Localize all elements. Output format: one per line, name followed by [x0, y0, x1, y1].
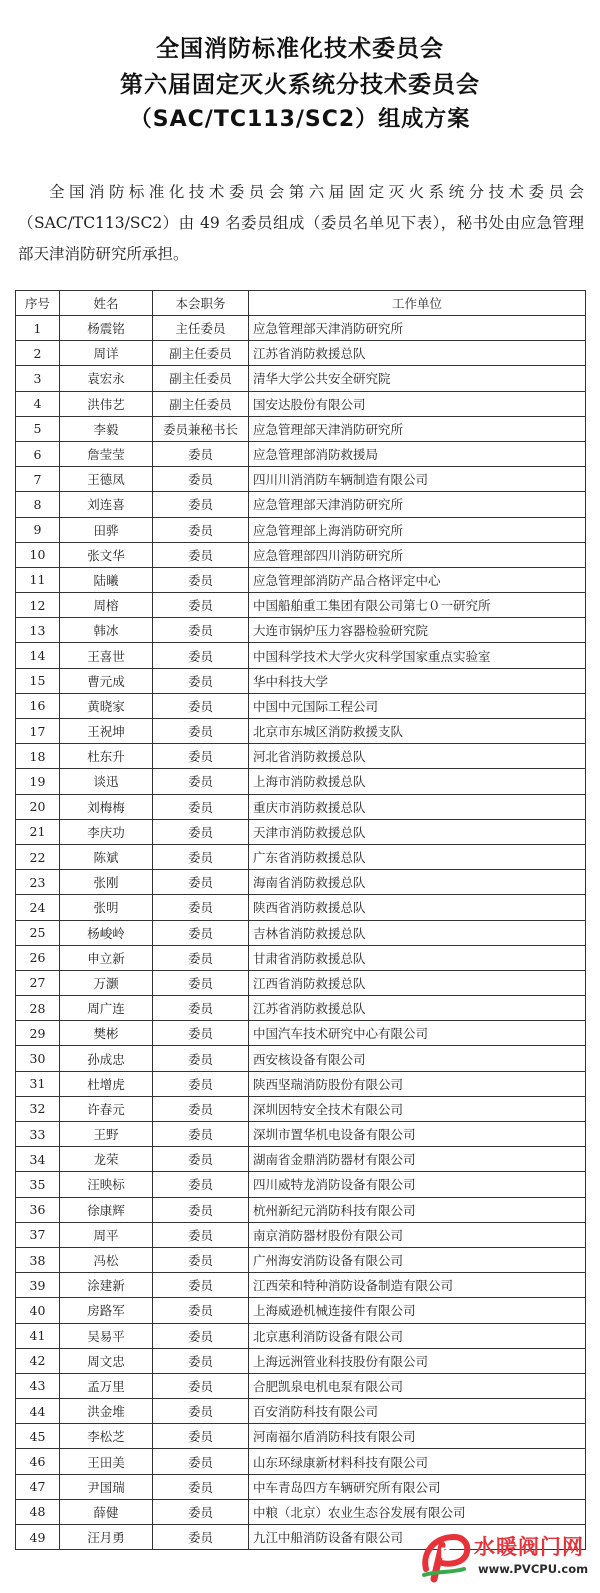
cell-organization: 天津市消防救援总队 — [249, 819, 586, 844]
cell-index: 21 — [16, 819, 60, 844]
cell-organization: 中粮（北京）农业生态谷发展有限公司 — [249, 1499, 586, 1524]
cell-name: 王德凤 — [60, 467, 153, 492]
cell-name: 刘连喜 — [60, 492, 153, 517]
cell-index: 15 — [16, 668, 60, 693]
table-row — [16, 1424, 586, 1449]
cell-name: 汪映标 — [60, 1172, 153, 1197]
cell-organization: 中国中元国际工程公司 — [249, 693, 586, 718]
table-row — [16, 1373, 586, 1398]
cell-organization: 江苏省消防救援总队 — [249, 996, 586, 1021]
cell-index: 18 — [16, 744, 60, 769]
table-row — [16, 1474, 586, 1499]
cell-organization: 合肥凯泉电机电泵有限公司 — [249, 1373, 586, 1398]
table-row — [16, 1399, 586, 1424]
cell-name: 张明 — [60, 895, 153, 920]
cell-organization: 杭州新纪元消防科技有限公司 — [249, 1197, 586, 1222]
cell-name: 王田美 — [60, 1449, 153, 1474]
cell-organization: 广东省消防救援总队 — [249, 844, 586, 869]
cell-role: 委员 — [153, 970, 249, 995]
table-row — [16, 366, 586, 391]
cell-role: 委员 — [153, 1399, 249, 1424]
cell-role: 委员 — [153, 1273, 249, 1298]
cell-role: 委员 — [153, 567, 249, 592]
cell-index: 9 — [16, 517, 60, 542]
cell-name: 吴易平 — [60, 1323, 153, 1348]
cell-index: 28 — [16, 996, 60, 1021]
table-row — [16, 1298, 586, 1323]
cell-index: 1 — [16, 316, 60, 341]
cell-role: 委员 — [153, 1449, 249, 1474]
table-row — [16, 769, 586, 794]
cell-role: 主任委员 — [153, 316, 249, 341]
cell-index: 22 — [16, 844, 60, 869]
table-row — [16, 1499, 586, 1524]
cell-organization: 应急管理部天津消防研究所 — [249, 316, 586, 341]
cell-name: 龙荣 — [60, 1147, 153, 1172]
cell-role: 委员 — [153, 1323, 249, 1348]
cell-organization: 甘肃省消防救援总队 — [249, 945, 586, 970]
table-row — [16, 819, 586, 844]
header-organization: 工作单位 — [249, 291, 586, 316]
cell-organization: 中车青岛四方车辆研究所有限公司 — [249, 1474, 586, 1499]
cell-name: 陆曦 — [60, 567, 153, 592]
cell-role: 委员 — [153, 618, 249, 643]
cell-organization: 上海威逊机械连接件有限公司 — [249, 1298, 586, 1323]
cell-role: 副主任委员 — [153, 341, 249, 366]
cell-index: 36 — [16, 1197, 60, 1222]
cell-name: 房路军 — [60, 1298, 153, 1323]
cell-role: 委员 — [153, 1172, 249, 1197]
cell-organization: 江苏省消防救援总队 — [249, 341, 586, 366]
cell-name: 徐康辉 — [60, 1197, 153, 1222]
cell-index: 44 — [16, 1399, 60, 1424]
table-row — [16, 643, 586, 668]
cell-name: 薛健 — [60, 1499, 153, 1524]
cell-index: 12 — [16, 593, 60, 618]
cell-name: 涂建新 — [60, 1273, 153, 1298]
table-row — [16, 618, 586, 643]
cell-name: 刘梅梅 — [60, 794, 153, 819]
table-row — [16, 1247, 586, 1272]
table-row — [16, 467, 586, 492]
table-row — [16, 945, 586, 970]
table-row — [16, 1273, 586, 1298]
site-name: 水暖阀门网 — [474, 1535, 584, 1559]
table-row — [16, 844, 586, 869]
cell-name: 谈迅 — [60, 769, 153, 794]
cell-organization: 深圳因特安全技术有限公司 — [249, 1096, 586, 1121]
cell-index: 37 — [16, 1222, 60, 1247]
cell-organization: 北京惠利消防设备有限公司 — [249, 1323, 586, 1348]
table-row — [16, 870, 586, 895]
cell-index: 41 — [16, 1323, 60, 1348]
cell-organization: 应急管理部上海消防研究所 — [249, 517, 586, 542]
cell-index: 24 — [16, 895, 60, 920]
cell-organization: 湖南省金鼎消防器材有限公司 — [249, 1147, 586, 1172]
cell-role: 委员 — [153, 643, 249, 668]
cell-organization: 上海远洲管业科技股份有限公司 — [249, 1348, 586, 1373]
cell-role: 委员 — [153, 1071, 249, 1096]
table-row — [16, 693, 586, 718]
cell-role: 委员 — [153, 1373, 249, 1398]
table-row — [16, 920, 586, 945]
cell-organization: 四川威特龙消防设备有限公司 — [249, 1172, 586, 1197]
cell-index: 43 — [16, 1373, 60, 1398]
cell-name: 杜东升 — [60, 744, 153, 769]
cell-role: 委员 — [153, 1424, 249, 1449]
cell-index: 23 — [16, 870, 60, 895]
cell-role: 委员 — [153, 668, 249, 693]
cell-name: 申立新 — [60, 945, 153, 970]
cell-name: 万灏 — [60, 970, 153, 995]
cell-index: 17 — [16, 719, 60, 744]
cell-role: 委员 — [153, 844, 249, 869]
member-table — [15, 290, 586, 1550]
table-row — [16, 492, 586, 517]
cell-role: 委员 — [153, 1096, 249, 1121]
cell-name: 王喜世 — [60, 643, 153, 668]
cell-role: 委员 — [153, 1222, 249, 1247]
site-watermark — [420, 1529, 590, 1587]
cell-role: 委员 — [153, 1046, 249, 1071]
table-row — [16, 441, 586, 466]
cell-name: 周榕 — [60, 593, 153, 618]
cell-organization: 华中科技大学 — [249, 668, 586, 693]
cell-index: 20 — [16, 794, 60, 819]
cell-organization: 国安达股份有限公司 — [249, 391, 586, 416]
cell-organization: 应急管理部四川消防研究所 — [249, 542, 586, 567]
cell-name: 袁宏永 — [60, 366, 153, 391]
cell-organization: 北京市东城区消防救援支队 — [249, 719, 586, 744]
table-row — [16, 744, 586, 769]
cell-role: 委员 — [153, 1348, 249, 1373]
cell-name: 周广连 — [60, 996, 153, 1021]
cell-role: 委员 — [153, 920, 249, 945]
table-row — [16, 391, 586, 416]
table-row — [16, 668, 586, 693]
member-rows — [16, 316, 586, 1550]
cell-index: 32 — [16, 1096, 60, 1121]
cell-name: 李毅 — [60, 416, 153, 441]
doc-title-line-1: 全国消防标准化技术委员会 — [156, 36, 444, 62]
cell-index: 13 — [16, 618, 60, 643]
table-row — [16, 970, 586, 995]
table-row — [16, 1096, 586, 1121]
cell-role: 委员 — [153, 1247, 249, 1272]
table-row — [16, 1348, 586, 1373]
table-row — [16, 996, 586, 1021]
cell-name: 尹国瑞 — [60, 1474, 153, 1499]
cell-index: 6 — [16, 441, 60, 466]
cell-index: 7 — [16, 467, 60, 492]
cell-name: 王祝坤 — [60, 719, 153, 744]
table-row — [16, 1071, 586, 1096]
cell-organization: 九江中船消防设备有限公司 — [249, 1525, 586, 1550]
cell-index: 4 — [16, 391, 60, 416]
cell-role: 委员 — [153, 467, 249, 492]
table-row — [16, 1172, 586, 1197]
table-row — [16, 794, 586, 819]
cell-index: 10 — [16, 542, 60, 567]
cell-organization: 重庆市消防救援总队 — [249, 794, 586, 819]
cell-name: 冯松 — [60, 1247, 153, 1272]
cell-organization: 应急管理部天津消防研究所 — [249, 416, 586, 441]
site-logo-icon — [420, 1531, 472, 1583]
header-index: 序号 — [16, 291, 60, 316]
cell-index: 8 — [16, 492, 60, 517]
cell-organization: 江西省消防救援总队 — [249, 970, 586, 995]
cell-organization: 江西荣和特种消防设备制造有限公司 — [249, 1273, 586, 1298]
table-row — [16, 517, 586, 542]
cell-name: 洪金堆 — [60, 1399, 153, 1424]
cell-role: 委员 — [153, 517, 249, 542]
cell-role: 委员 — [153, 593, 249, 618]
table-row — [16, 1222, 586, 1247]
cell-role: 委员 — [153, 895, 249, 920]
cell-role: 委员 — [153, 1474, 249, 1499]
cell-role: 委员 — [153, 1499, 249, 1524]
cell-organization: 中国科学技术大学火灾科学国家重点实验室 — [249, 643, 586, 668]
cell-role: 委员 — [153, 441, 249, 466]
cell-index: 40 — [16, 1298, 60, 1323]
site-url: www.PVCPU.com — [478, 1562, 589, 1576]
cell-name: 汪月勇 — [60, 1525, 153, 1550]
table-header-row — [16, 291, 586, 316]
cell-role: 委员 — [153, 1298, 249, 1323]
header-name: 姓名 — [60, 291, 153, 316]
cell-name: 许春元 — [60, 1096, 153, 1121]
cell-role: 委员 — [153, 719, 249, 744]
cell-role: 委员 — [153, 996, 249, 1021]
cell-organization: 应急管理部消防救援局 — [249, 441, 586, 466]
table-row — [16, 895, 586, 920]
cell-index: 30 — [16, 1046, 60, 1071]
cell-name: 李庆功 — [60, 819, 153, 844]
cell-index: 39 — [16, 1273, 60, 1298]
cell-role: 委员 — [153, 794, 249, 819]
cell-organization: 陕西省消防救援总队 — [249, 895, 586, 920]
cell-index: 16 — [16, 693, 60, 718]
doc-title-line-3: （SAC/TC113/SC2）组成方案 — [129, 107, 471, 132]
cell-name: 杨峻岭 — [60, 920, 153, 945]
cell-index: 42 — [16, 1348, 60, 1373]
cell-organization: 四川川消消防车辆制造有限公司 — [249, 467, 586, 492]
cell-name: 曹元成 — [60, 668, 153, 693]
cell-organization: 河南福尔盾消防科技有限公司 — [249, 1424, 586, 1449]
cell-organization: 河北省消防救援总队 — [249, 744, 586, 769]
cell-role: 委员 — [153, 1197, 249, 1222]
cell-index: 31 — [16, 1071, 60, 1096]
cell-index: 25 — [16, 920, 60, 945]
cell-role: 委员 — [153, 870, 249, 895]
table-row — [16, 1046, 586, 1071]
cell-index: 38 — [16, 1247, 60, 1272]
cell-organization: 中国船舶重工集团有限公司第七０一研究所 — [249, 593, 586, 618]
cell-organization: 中国汽车技术研究中心有限公司 — [249, 1021, 586, 1046]
cell-index: 35 — [16, 1172, 60, 1197]
cell-name: 詹莹莹 — [60, 441, 153, 466]
cell-role: 委员 — [153, 693, 249, 718]
cell-index: 29 — [16, 1021, 60, 1046]
cell-index: 14 — [16, 643, 60, 668]
logo-letter: P — [440, 1546, 451, 1562]
cell-name: 周文忠 — [60, 1348, 153, 1373]
cell-name: 樊彬 — [60, 1021, 153, 1046]
intro-paragraph — [18, 177, 584, 270]
cell-organization: 深圳市置华机电设备有限公司 — [249, 1122, 586, 1147]
cell-organization: 吉林省消防救援总队 — [249, 920, 586, 945]
cell-index: 48 — [16, 1499, 60, 1524]
cell-organization: 陕西坚瑞消防股份有限公司 — [249, 1071, 586, 1096]
cell-index: 45 — [16, 1424, 60, 1449]
cell-index: 19 — [16, 769, 60, 794]
cell-name: 洪伟艺 — [60, 391, 153, 416]
cell-index: 47 — [16, 1474, 60, 1499]
cell-organization: 大连市锅炉压力容器检验研究院 — [249, 618, 586, 643]
cell-index: 2 — [16, 341, 60, 366]
cell-name: 杨震铭 — [60, 316, 153, 341]
cell-organization: 应急管理部天津消防研究所 — [249, 492, 586, 517]
cell-index: 33 — [16, 1122, 60, 1147]
cell-name: 杜增虎 — [60, 1071, 153, 1096]
cell-role: 委员 — [153, 744, 249, 769]
cell-index: 34 — [16, 1147, 60, 1172]
cell-organization: 清华大学公共安全研究院 — [249, 366, 586, 391]
cell-organization: 应急管理部消防产品合格评定中心 — [249, 567, 586, 592]
cell-name: 张文华 — [60, 542, 153, 567]
cell-organization: 百安消防科技有限公司 — [249, 1399, 586, 1424]
cell-index: 3 — [16, 366, 60, 391]
table-row — [16, 567, 586, 592]
cell-role: 委员 — [153, 492, 249, 517]
cell-organization: 上海市消防救援总队 — [249, 769, 586, 794]
table-row — [16, 1197, 586, 1222]
cell-role: 委员 — [153, 1147, 249, 1172]
cell-role: 委员 — [153, 819, 249, 844]
cell-name: 田骅 — [60, 517, 153, 542]
cell-index: 11 — [16, 567, 60, 592]
cell-role: 委员 — [153, 1122, 249, 1147]
table-row — [16, 316, 586, 341]
cell-role: 委员 — [153, 1525, 249, 1550]
cell-index: 46 — [16, 1449, 60, 1474]
cell-name: 张刚 — [60, 870, 153, 895]
cell-organization: 南京消防器材股份有限公司 — [249, 1222, 586, 1247]
table-row — [16, 416, 586, 441]
cell-name: 周平 — [60, 1222, 153, 1247]
cell-name: 黄晓家 — [60, 693, 153, 718]
cell-organization: 山东环绿康新材料科技有限公司 — [249, 1449, 586, 1474]
cell-organization: 海南省消防救援总队 — [249, 870, 586, 895]
cell-index: 27 — [16, 970, 60, 995]
cell-index: 26 — [16, 945, 60, 970]
cell-organization: 西安核设备有限公司 — [249, 1046, 586, 1071]
cell-organization: 广州海安消防设备有限公司 — [249, 1247, 586, 1272]
table-row — [16, 1323, 586, 1348]
table-row — [16, 1021, 586, 1046]
cell-name: 韩冰 — [60, 618, 153, 643]
cell-index: 5 — [16, 416, 60, 441]
cell-name: 陈斌 — [60, 844, 153, 869]
cell-role: 副主任委员 — [153, 391, 249, 416]
cell-role: 委员 — [153, 1021, 249, 1046]
table-row — [16, 542, 586, 567]
cell-role: 委员 — [153, 945, 249, 970]
cell-role: 委员 — [153, 769, 249, 794]
table-row — [16, 341, 586, 366]
cell-role: 委员 — [153, 542, 249, 567]
cell-name: 孟万里 — [60, 1373, 153, 1398]
table-row — [16, 1122, 586, 1147]
cell-name: 王野 — [60, 1122, 153, 1147]
intro-text: 全国消防标准化技术委员会第六届固定灭火系统分技术委员会（SAC/TC113/SC2）由 49 名委员组成（委员名单见下表），秘书处由应急管理部天津消防研究所承担。 — [18, 183, 584, 263]
header-role: 本会职务 — [153, 291, 249, 316]
table-row — [16, 1147, 586, 1172]
cell-index: 49 — [16, 1525, 60, 1550]
table-row — [16, 719, 586, 744]
cell-role: 委员兼秘书长 — [153, 416, 249, 441]
cell-name: 李松芝 — [60, 1424, 153, 1449]
table-row — [16, 593, 586, 618]
doc-title-line-2: 第六届固定灭火系统分技术委员会 — [120, 72, 480, 98]
cell-name: 孙成忠 — [60, 1046, 153, 1071]
cell-name: 周详 — [60, 341, 153, 366]
cell-role: 副主任委员 — [153, 366, 249, 391]
table-row — [16, 1449, 586, 1474]
